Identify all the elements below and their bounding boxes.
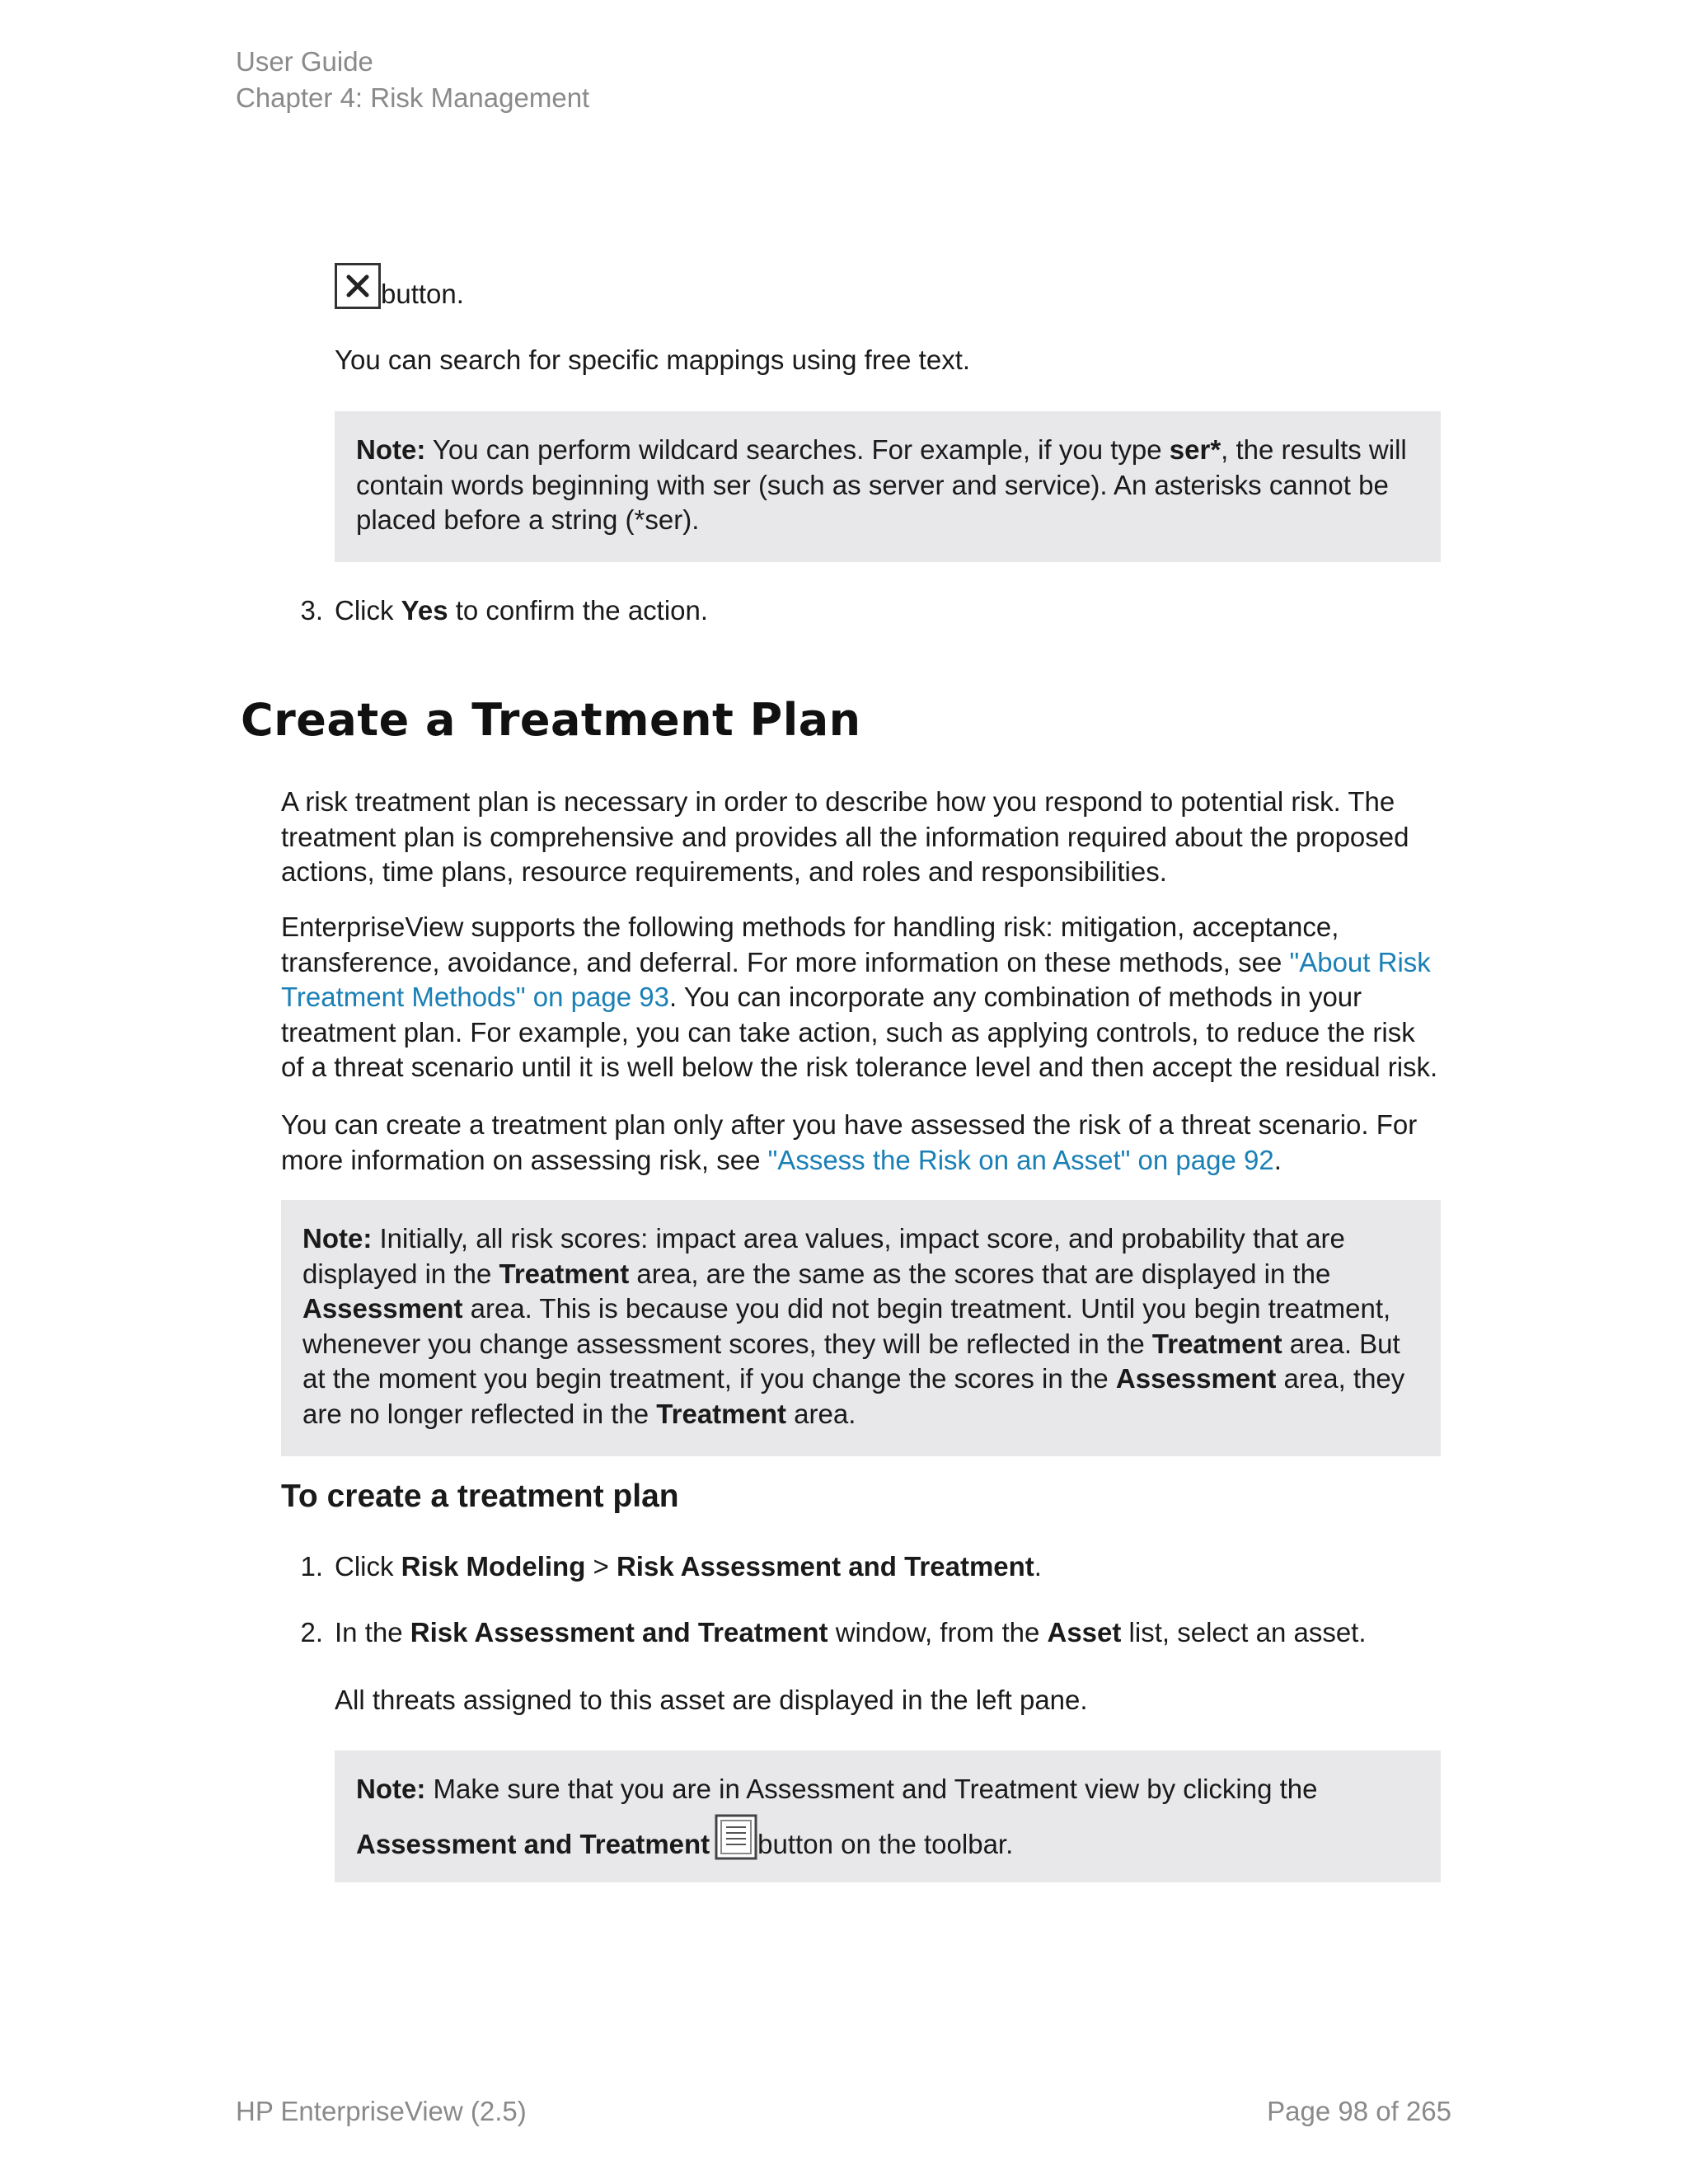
step-text: Click Yes to confirm the action. bbox=[335, 595, 709, 626]
section-title: Create a Treatment Plan bbox=[241, 694, 861, 746]
procedure-title: To create a treatment plan bbox=[281, 1479, 679, 1514]
step-text: Click Risk Modeling > Risk Assessment and Treatment. bbox=[335, 1551, 1042, 1582]
list-view-icon bbox=[715, 1814, 757, 1860]
threats-text: All threats assigned to this asset are displayed in the left pane. bbox=[335, 1685, 1088, 1715]
close-x-icon bbox=[335, 263, 381, 309]
assess-risk-link[interactable]: "Assess the Risk on an Asset" on page 92 bbox=[767, 1144, 1274, 1175]
note-view-line1: Note: Make sure that you are in Assessment and Treatment view by clicking the bbox=[356, 1774, 1318, 1804]
button-suffix-text: button. bbox=[381, 279, 464, 309]
step-3 bbox=[290, 593, 1444, 629]
step-number: 3. bbox=[300, 595, 323, 626]
procedure-step-1 bbox=[290, 1549, 1444, 1585]
methods-paragraph: EnterpriseView supports the following methods for handling risk: mitigation, acceptance, transference, avoidance, and deferral. For more information on these methods, see "About Risk Treatment Methods" on page 93. You can incorporate any combination of methods in your treatment plan. For example, you can take action, such as applying controls, to reduce the risk of a threat scenario until it is well below the risk tolerance level and then accept the residual risk. bbox=[281, 912, 1438, 1082]
footer-page-number: Page 98 of 265 bbox=[1267, 2096, 1451, 2126]
footer-product: HP EnterpriseView (2.5) bbox=[236, 2096, 527, 2126]
note-wildcard-text: Note: You can perform wildcard searches. For example, if you type ser*, the results will contain words beginning with ser (such as server and service). An asterisks cannot be placed before a string (*ser). bbox=[356, 434, 1407, 535]
note-view-line2: Assessment and Treatment button on the toolbar. bbox=[356, 1814, 1408, 1860]
step-number: 1. bbox=[300, 1551, 323, 1582]
header-chapter: Chapter 4: Risk Management bbox=[236, 82, 590, 113]
button-line bbox=[335, 260, 464, 309]
search-text: You can search for specific mappings using free text. bbox=[335, 344, 971, 375]
yes-label: Yes bbox=[401, 595, 448, 626]
prerequisite-paragraph: You can create a treatment plan only after you have assessed the risk of a threat scenario. For more information on assessing risk, see "Assess the Risk on an Asset" on page 92. bbox=[281, 1109, 1418, 1175]
header-doc-title: User Guide bbox=[236, 46, 373, 77]
step-text: In the Risk Assessment and Treatment window, from the Asset list, select an asset. bbox=[335, 1617, 1367, 1647]
note-scores-text: Note: Initially, all risk scores: impact area values, impact score, and probability that are displayed in the Treatment area, are the same as the scores that are displayed in the Assessment area. This is because you did not begin treatment. Until you begin treatment, whenever you change assessment scores, they will be reflected in the Treatment area. But at the moment you begin treatment, if you change the scores in the Assessment area, they are no longer reflected in the Treatment area. bbox=[302, 1223, 1405, 1429]
wildcard-term: ser* bbox=[1169, 434, 1221, 465]
running-header bbox=[236, 44, 589, 116]
procedure-step-2 bbox=[290, 1615, 1444, 1651]
step-number: 2. bbox=[300, 1617, 323, 1647]
note-label: Note: bbox=[302, 1223, 373, 1254]
about-risk-treatment-methods-link[interactable]: "About Risk Treatment Methods" on page 93 bbox=[281, 946, 1431, 1012]
note-box-scores bbox=[281, 1200, 1441, 1456]
note-box-view bbox=[335, 1750, 1441, 1882]
intro-paragraph: A risk treatment plan is necessary in order to describe how you respond to potential risk. The treatment plan is comprehensive and provides all the information required about the proposed actions, time plans, resource requirements, and roles and responsibilities. bbox=[281, 786, 1409, 887]
note-box-wildcard bbox=[335, 411, 1441, 562]
note-label: Note: bbox=[356, 434, 426, 465]
note-label: Note: bbox=[356, 1774, 426, 1804]
